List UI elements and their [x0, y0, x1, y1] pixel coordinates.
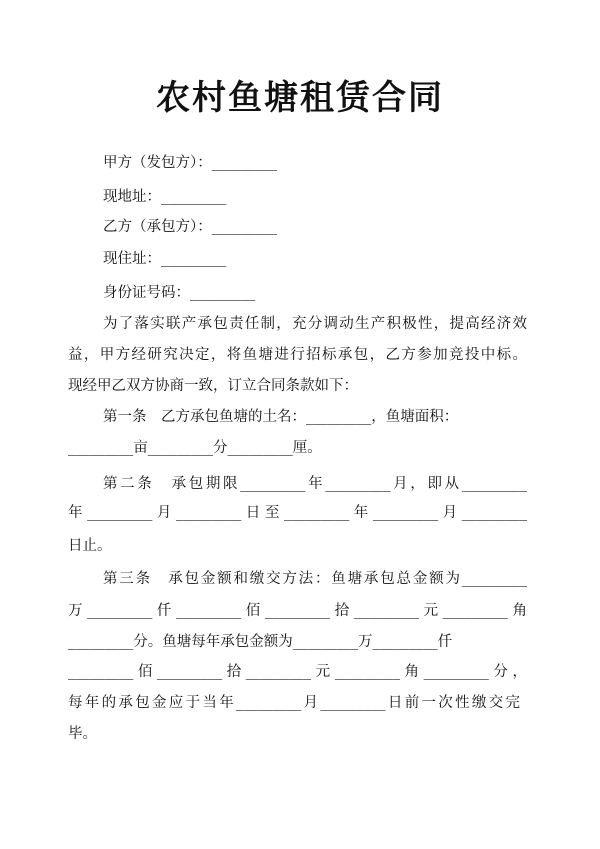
party-a-line: 甲方（发包方）：_________	[103, 155, 277, 171]
article-3-line: 毕。	[68, 726, 97, 742]
party-a-address-line: 现地址：_________	[103, 189, 227, 205]
article-3-line: 万_________仟_________佰_________拾_________元_________角	[68, 603, 527, 619]
contract-title: 农村鱼塘租赁合同	[156, 78, 444, 118]
article-2-line: 第二条 承包期限_________年_________月，即从_________	[103, 476, 527, 492]
article-3-line: 第三条 承包金额和缴交方法：鱼塘承包总金额为_________	[103, 571, 527, 587]
preamble-line: 益，甲方经研究决定，将鱼塘进行招标承包，乙方参加竞投中标。	[68, 347, 527, 363]
party-b-address-line: 现住址：_________	[103, 251, 227, 267]
party-b-line: 乙方（承包方）：_________	[103, 219, 277, 235]
article-1-line: 第一条 乙方承包鱼塘的土名：_________，鱼塘面积：	[103, 409, 459, 425]
article-1-line: _________亩_________分_________厘。	[68, 440, 322, 456]
preamble-line: 为了落实联产承包责任制，充分调动生产积极性，提高经济效	[103, 316, 527, 332]
article-2-line: 年_________月_________日至_________年_________月_________	[68, 505, 527, 521]
party-b-id-line: 身份证号码：_________	[103, 285, 256, 301]
preamble-line: 现经甲乙双方协商一致，订立合同条款如下：	[68, 378, 358, 394]
article-3-line: 每年的承包金应于当年_________月_________日前一次性缴交完	[68, 695, 520, 711]
article-3-line: _________佰_________拾_________元_________角_________分，	[68, 664, 527, 680]
article-3-line: _________分。鱼塘每年承包金额为_________万_________仟	[68, 634, 453, 650]
article-2-line: 日止。	[68, 538, 112, 554]
